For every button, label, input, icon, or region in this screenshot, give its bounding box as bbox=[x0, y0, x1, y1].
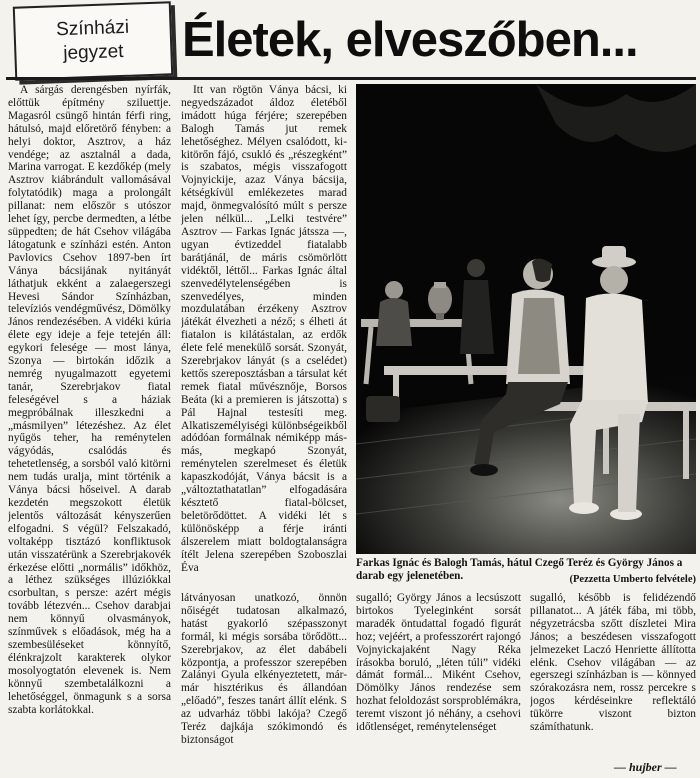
rubric-line-2: jegyzet bbox=[62, 40, 124, 65]
text-column-2 bbox=[181, 84, 347, 592]
stage-scene-illustration bbox=[356, 84, 696, 554]
column-2b-text: látványosan unatkozó, önnön nőiségét tudatosan alkalmazó, hatást gyakorló szépasszonyt formál, ki mégis sorsába törődött... Szerebrjakov, az élet dabábeli központja, a professzor szerepében Zalányi Gyula elkényeztetett, már-már hisztérikus és állandóan „előadó”, feszes tanárt állít elénk. S az udvarház többi lakója? Czegő Teréz dajkája szókimondó és biztonságot bbox=[181, 592, 347, 746]
author-byline: — hujber — bbox=[614, 760, 677, 774]
column-1-text: A sárgás derengésben nyírfák, előttük építmény sziluettje. Magasról csüngő hintán férfi ring, hátulsó, majd előretörő fényben: a helyi doktor, Asztrov, a ház vendége; az asztalnál a dada, Marina varrogat. E kezdőkép (mely Asztrov kiábrándult vallomásával folytatódik) maga a prolongált pillanat: nem először s utószor lehet így, percbe dermedten, a létbe süppedten; de hát Csehov világába látogatunk e színházi estén. Anton Pavlovics Csehov 1897-ben írt Ványa bácsijának nyitányát láthatjuk ekként a zalaegerszegi Hevesi Sándor Színházban, televíziós vendégművész, Dömölky János rendezésében. A vidéki kúria élete egy ideje a feje tetején áll: egykori felesége — most lánya, Szonya — birtokán időzik a nemrég nyugalmazott egyetemi tanár, Szerebrjakov fiatal feleségével s a háziak megpróbálnak illeszkedni a „másmilyen” létezéshez. Az élet nyűgös teher, ha reménytelen vágyódás, csalódás és tehetetlenség, a sorsból való kitörni nem tudás uralja, mint történik a Ványa bácsi hőseivel. A darab kezdetén megszokott életük jelentős változását kényszerűen elfogadni. S végül? Felszakadó, voltaképp tisztázó konfliktusok után visszatérünk a Szerebrjakovék érkezése előtti „normális” időkhöz, a léthez szükséges illúziókkal csorbultan, s persze: azért mégis tovább létezvén... Csehov darabjai nem könnyű olvasmányok, színművek s előadások, még ha a szembesüléseket könnyítő, élénkrajzolt karakterek olykor mosolyogtatón elevenek is. Nem könnyű szembetalálkozni a lehetőséggel, önmagunk s a sorsa szabta korlátokkal. bbox=[8, 84, 171, 716]
header-rule bbox=[6, 77, 696, 80]
text-column-2-continued bbox=[181, 592, 347, 774]
photo-credit: (Pezzetta Umberto felvétele) bbox=[569, 574, 696, 585]
text-column-3 bbox=[356, 592, 521, 774]
rubric-line-1: Színházi bbox=[55, 16, 130, 41]
column-4-text: sugalló, később is felidézendő pillanatot... A játék fába, mi több, négyzetrácsba szőtt díszletei Mira János; a beszédesen visszafogott jelmezeket Laczó Henriette állította elénk. Csehov világában — az egerszegi színházban is — könnyed szórakozásra nem, rossz percekre s jogos kérdéseinkre reflektáló tükörre viszont bizton számíthatunk. bbox=[530, 592, 696, 734]
article-headline: Életek, elveszőben... bbox=[182, 13, 638, 67]
column-3-text: sugalló; György János a lecsúszott birtokos Tyeleginként sorsát maradék öntudattal fogadó figurát hoz; vejéért, a professzorért rajongó Vojnyickajaként Nagy Réka írásokba boruló, „léten túli” vidéki dámát formál... Miként Csehov, Dömölky János rendezése sem hozhat feloldozást sorsproblémákra, teremt viszont jó néhány, a csehovi időtlenséget, reménytelenséget bbox=[356, 592, 521, 734]
text-column-1 bbox=[8, 84, 171, 774]
column-2-text: Itt van rögtön Ványa bácsi, ki negyedszázadot áldoz életéből imádott húga férjére; szerepében Balogh Tamás jut remek lehetőséghez. Mélyen csalódott, ki-kitörőn fájó, csukló és „részegként” is szabatos, mégis visszafogott Vojnyickije, azaz Ványa bácsija, kétségkívül emlékezetes marad majd, önmegvalósító múlt s persze jelen nélkül... „Lelki testvére” Asztrov — Farkas Ignác játssza —, ugyan évtizeddel fiatalabb barátjánál, de máris csömörlött vidéktől, léttől... Farkas Ignác által szenvedélytelenségében is szenvedélyes, minden mozdulatában érzékeny Asztrov játékát élvezheti a néző; s élheti át fiatalon is kilátástalan, az erdők élete felé menekülő sorsát. Szonyát, Szerebrjakov lányát (s a cselédet) kettős szereposztásban a társulat két remek fiatal művésznője, Borsos Beáta (ki a premieren is játszotta) s Pál Hajnal testesíti meg. Alkatiszemélyiségi különbségeikből adódóan formálnak némiképp más-más, megkapó Szonyát, reménytelen szerelmeset és életük kapaszkodóját, Ványa bácsit is a „változtathatatlan” elfogadására késztető fiatal-bölcset, beletörődöttet. A vidéki lét s különösképp a férje iránti álszerelem miatt boldogtalanságra ítélt Jelena szerepében Szoboszlai Éva bbox=[181, 84, 347, 574]
rubric-box bbox=[13, 1, 173, 80]
text-column-4 bbox=[530, 592, 696, 774]
stage-photo bbox=[356, 84, 696, 554]
photo-caption: Farkas Ignác és Balogh Tamás, hátul Czegő Teréz és György János a darab egy jelenetében. bbox=[356, 557, 683, 582]
